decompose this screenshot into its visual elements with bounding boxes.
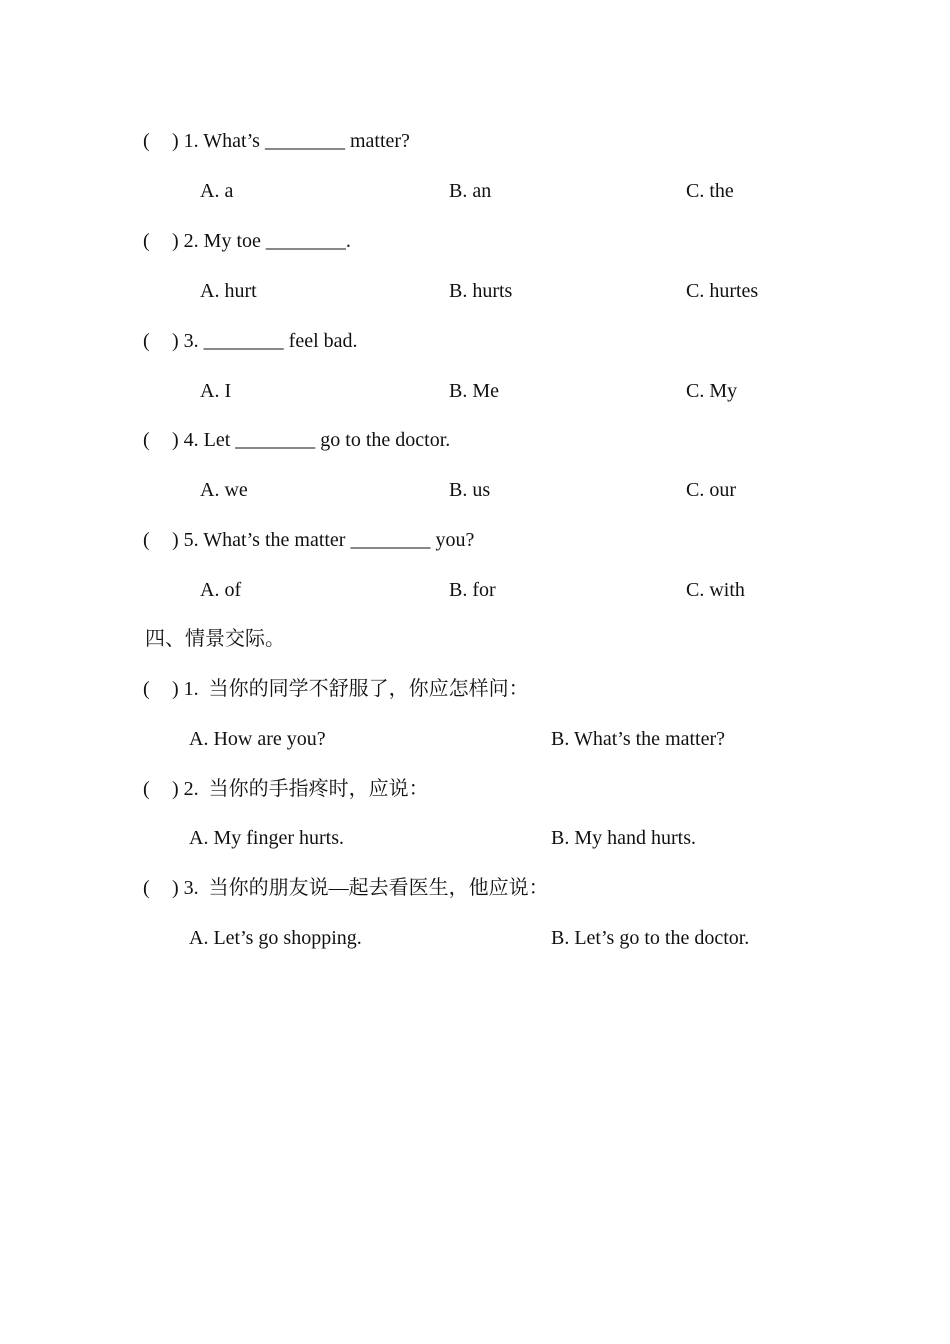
question-stem: ) 2. 当你的手指疼时，应说： (172, 778, 429, 800)
option-a: A. a (200, 180, 234, 202)
open-paren: ( (143, 130, 150, 152)
option-b: B. Let’s go to the doctor. (551, 927, 750, 949)
option-a: A. of (200, 579, 242, 601)
option-a: A. Let’s go shopping. (189, 927, 362, 949)
option-c: C. the (686, 180, 734, 202)
open-paren: ( (143, 877, 150, 899)
option-b: B. an (449, 180, 492, 202)
option-a: A. How are you? (189, 728, 326, 750)
option-c: C. with (686, 579, 745, 601)
option-a: A. My finger hurts. (189, 827, 344, 849)
question-stem: ) 1. What’s ________ matter? (172, 130, 410, 152)
question-stem: ) 5. What’s the matter ________ you? (172, 529, 475, 551)
option-a: A. hurt (200, 280, 257, 302)
question-stem: ) 2. My toe ________. (172, 230, 351, 252)
option-c: C. hurtes (686, 280, 759, 302)
option-b: B. My hand hurts. (551, 827, 696, 849)
option-a: A. I (200, 380, 232, 402)
open-paren: ( (143, 429, 150, 451)
open-paren: ( (143, 230, 150, 252)
section-title: 四、情景交际。 (145, 628, 285, 650)
option-b: B. What’s the matter? (551, 728, 726, 750)
option-a: A. we (200, 479, 248, 501)
option-b: B. us (449, 479, 491, 501)
open-paren: ( (143, 330, 150, 352)
option-c: C. our (686, 479, 736, 501)
option-b: B. hurts (449, 280, 513, 302)
open-paren: ( (143, 678, 150, 700)
option-c: C. My (686, 380, 738, 402)
question-stem: ) 3. 当你的朋友说—起去看医生，他应说： (172, 877, 549, 899)
question-stem: ) 3. ________ feel bad. (172, 330, 358, 352)
question-stem: ) 4. Let ________ go to the doctor. (172, 429, 451, 451)
option-b: B. Me (449, 380, 499, 402)
open-paren: ( (143, 529, 150, 551)
open-paren: ( (143, 778, 150, 800)
question-stem: ) 1. 当你的同学不舒服了，你应怎样问： (172, 678, 529, 700)
option-b: B. for (449, 579, 496, 601)
